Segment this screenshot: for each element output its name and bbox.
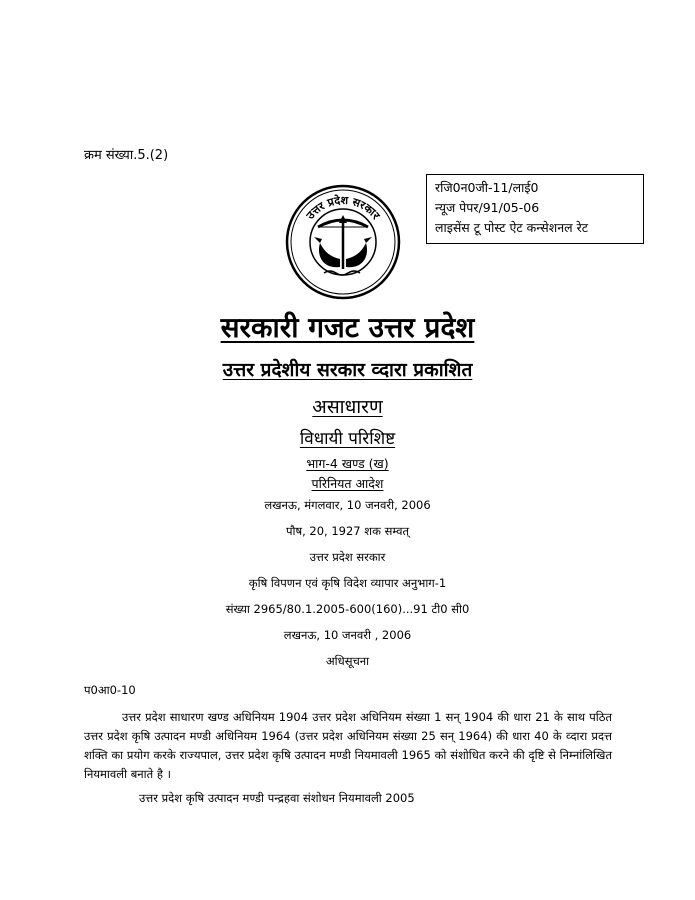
date-line: लखनऊ, मंगलवार, 10 जनवरी, 2006 (264, 498, 431, 512)
uttar-pradesh-emblem-icon (284, 183, 402, 301)
saka-date: पौष, 20, 1927 शक सम्वत् (285, 524, 410, 538)
registration-box (426, 174, 644, 244)
publisher-line: उत्तर प्रदेशीय सरकार व्दारा प्रकाशित (222, 359, 473, 381)
part-section: भाग-4 खण्ड (ख) (306, 456, 389, 471)
place-date: लखनऊ, 10 जनवरी , 2006 (283, 628, 412, 642)
emblem-text: उत्तर प्रदेश सरकार (303, 193, 383, 222)
extraordinary-label: असाधारण (312, 396, 383, 418)
government-name: उत्तर प्रदेश सरकार (309, 550, 386, 564)
emblem-graphic (284, 183, 402, 301)
serial-number: क्रम संख्या.5.(2) (84, 148, 169, 163)
notification-paragraph: उत्तर प्रदेश साधारण खण्ड अधिनियम 1904 उत्तर प्रदेश अधिनियम संख्या 1 सन् 1904 की धारा 21 के साथ पठित उत्तर प्रदेश कृषि उत्पादन मण्डी अधिनियम 1964 (उत्तर प्रदेश अधिनियम संख्या 25 सन् 1964) की धारा 40 के व्दारा प्रदत्त शक्ति का प्रयोग करके राज्यपाल, उत्तर प्रदेश कृषि उत्पादन मण्डी नियमावली 1965 को संशोधित करने की दृष्टि से निम्नांलिखित नियमावली बनाते है । (84, 710, 612, 781)
order-type: परिनियत आदेश (311, 476, 384, 491)
reference-code: प0आ0-10 (84, 683, 136, 697)
order-number: संख्या 2965/80.1.2005-600(160)...91 टी0 सी0 (225, 602, 470, 616)
department-name: कृषि विपणन एवं कृषि विदेश व्यापार अनुभाग-1 (248, 576, 447, 590)
license-line: लाइसेंस टू पोस्ट ऐट कन्सेशनल रेट (435, 220, 589, 235)
rules-title: उत्तर प्रदेश कृषि उत्पादन मण्डी पन्द्रहवा संशोधन नियमावली 2005 (139, 791, 415, 805)
legislative-supplement: विधायी परिशिष्ट (299, 429, 396, 449)
newspaper-line: न्यूज पेपर/91/05-06 (435, 200, 540, 215)
notification-heading: अधिसूचना (325, 654, 370, 668)
registration-line: रजि0न0जी-11/लाई0 (435, 180, 539, 195)
gazette-title: सरकारी गजट उत्तर प्रदेश (220, 311, 475, 344)
